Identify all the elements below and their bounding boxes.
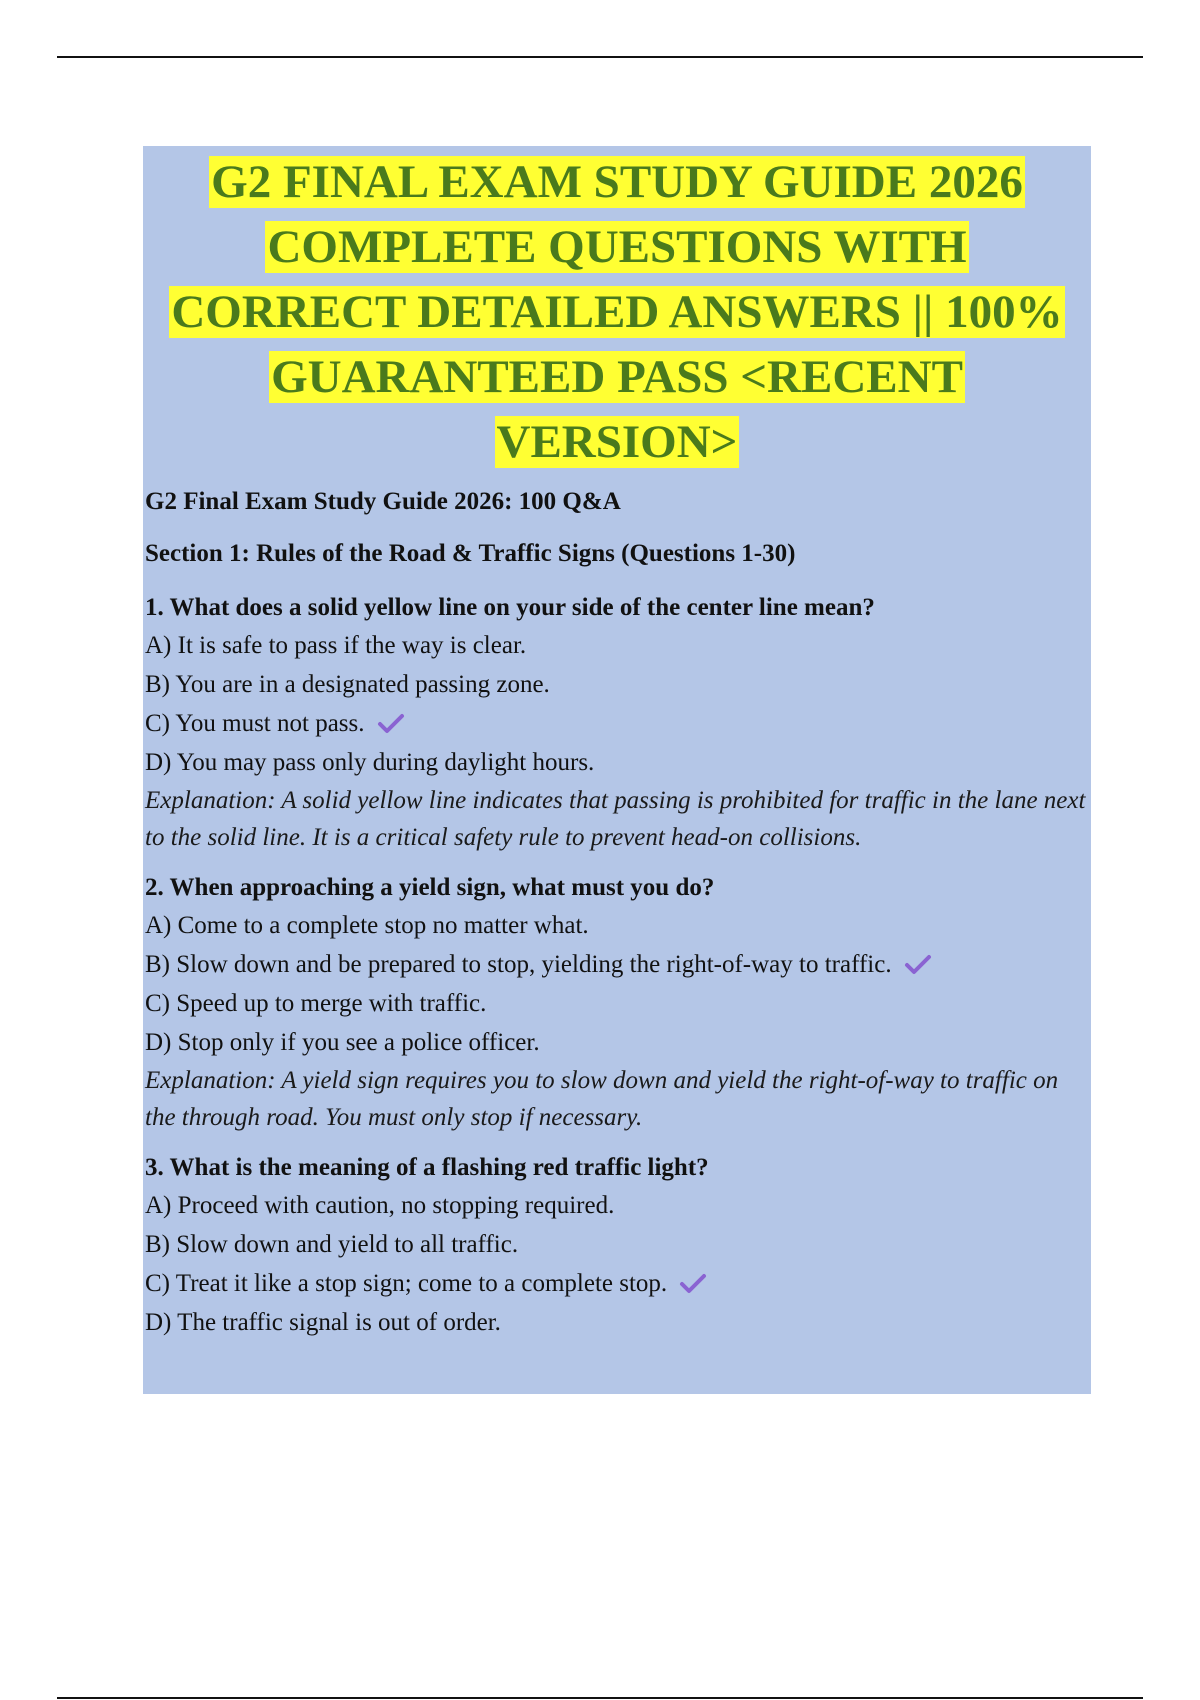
answer-option-text: A) It is safe to pass if the way is clear.	[145, 632, 527, 659]
check-icon	[679, 1273, 707, 1295]
answer-option-text: D) You may pass only during daylight hours.	[145, 749, 595, 776]
answer-option-text: A) Come to a complete stop no matter what.	[145, 912, 589, 939]
question-text: 3. What is the meaning of a flashing red traffic light?	[145, 1154, 709, 1181]
question-block	[145, 870, 1089, 1136]
title-line: CORRECT DETAILED ANSWERS || 100%	[171, 286, 1063, 338]
answer-option	[145, 1303, 1089, 1342]
answer-option-text: B) Slow down and yield to all traffic.	[145, 1231, 519, 1258]
answer-option	[145, 1264, 1089, 1303]
answer-option-text: B) Slow down and be prepared to stop, yielding the right-of-way to traffic.	[145, 951, 892, 978]
check-icon	[904, 954, 932, 976]
title-line: COMPLETE QUESTIONS WITH	[267, 221, 967, 273]
answer-option	[145, 743, 1089, 782]
question-text: 2. When approaching a yield sign, what must you do?	[145, 874, 715, 901]
answer-option	[145, 945, 1089, 984]
explanation-text: Explanation: A solid yellow line indicates that passing is prohibited for traffic in the lane next to the solid line. It is a critical safety rule to prevent head-on collisions.	[145, 787, 1086, 851]
answer-option	[145, 984, 1089, 1023]
answer-option-text: A) Proceed with caution, no stopping required.	[145, 1192, 615, 1219]
question-block	[145, 590, 1089, 856]
bottom-rule	[57, 1697, 1143, 1699]
content-panel	[143, 146, 1091, 1394]
guide-title: G2 Final Exam Study Guide 2026: 100 Q&A	[145, 488, 621, 515]
question-block	[145, 1150, 1089, 1342]
answer-option	[145, 1186, 1089, 1225]
answer-option-text: D) Stop only if you see a police officer.	[145, 1029, 540, 1056]
answer-option-text: C) You must not pass.	[145, 710, 365, 737]
answer-option	[145, 665, 1089, 704]
question-text: 1. What does a solid yellow line on your side of the center line mean?	[145, 594, 875, 621]
question-list	[145, 590, 1089, 1342]
check-icon	[377, 713, 405, 735]
top-rule	[57, 56, 1143, 58]
answer-option-text: D) The traffic signal is out of order.	[145, 1309, 501, 1336]
title-line: VERSION>	[496, 416, 738, 468]
title-line: GUARANTEED PASS <RECENT	[271, 351, 963, 403]
title-line: G2 FINAL EXAM STUDY GUIDE 2026	[211, 156, 1023, 208]
answer-option	[145, 906, 1089, 945]
answer-option	[145, 1225, 1089, 1264]
document-title	[145, 146, 1089, 476]
answer-option-text: C) Speed up to merge with traffic.	[145, 990, 487, 1017]
answer-option	[145, 626, 1089, 665]
answer-option-text: C) Treat it like a stop sign; come to a complete stop.	[145, 1270, 668, 1297]
section-title: Section 1: Rules of the Road & Traffic Signs (Questions 1-30)	[145, 540, 796, 567]
answer-option-text: B) You are in a designated passing zone.	[145, 671, 550, 698]
explanation-text: Explanation: A yield sign requires you to slow down and yield the right-of-way to traffic on the through road. You must only stop if necessary.	[145, 1067, 1059, 1131]
answer-option	[145, 1023, 1089, 1062]
answer-option	[145, 704, 1089, 743]
